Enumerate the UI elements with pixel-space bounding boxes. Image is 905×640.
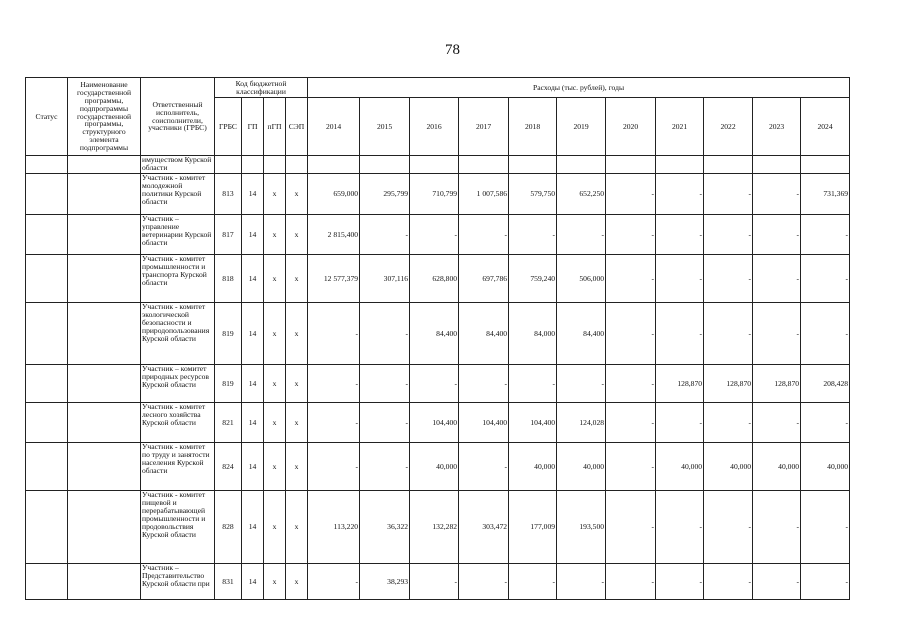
- expense-cell: [410, 156, 459, 174]
- participant-cell: Участник - комитет пищевой и перерабатывающей промышленности и продовольствия Курской области: [141, 491, 215, 564]
- expense-cell: -: [308, 365, 360, 403]
- expense-cell: 40,000: [753, 443, 801, 491]
- header-year: 2016: [410, 98, 459, 156]
- expense-cell: 731,369: [801, 174, 850, 215]
- gp-cell: [242, 156, 264, 174]
- expense-cell: -: [606, 215, 656, 255]
- expense-cell: -: [753, 215, 801, 255]
- expense-cell: -: [459, 443, 509, 491]
- expense-cell: -: [606, 174, 656, 215]
- pgp-cell: х: [264, 564, 286, 600]
- expense-cell: -: [557, 564, 606, 600]
- expense-cell: -: [801, 403, 850, 443]
- program-name-cell: [68, 255, 141, 303]
- sep-cell: х: [286, 403, 308, 443]
- header-budget-code: Код бюджетной классификации: [215, 78, 308, 98]
- expense-cell: [308, 156, 360, 174]
- status-cell: [26, 403, 68, 443]
- table-row: [26, 215, 902, 255]
- table-row: [26, 564, 902, 600]
- gp-cell: 14: [242, 564, 264, 600]
- grbs-cell: 828: [215, 491, 242, 564]
- expense-cell: 40,000: [410, 443, 459, 491]
- expense-cell: 659,000: [308, 174, 360, 215]
- expense-cell: 40,000: [557, 443, 606, 491]
- program-name-cell: [68, 365, 141, 403]
- header-gp: ГП: [242, 98, 264, 156]
- gp-cell: 14: [242, 443, 264, 491]
- expense-cell: -: [801, 255, 850, 303]
- expense-cell: 104,400: [509, 403, 557, 443]
- header-year: 2021: [656, 98, 704, 156]
- expense-cell: -: [801, 491, 850, 564]
- expense-cell: 40,000: [704, 443, 753, 491]
- gp-cell: 14: [242, 365, 264, 403]
- grbs-cell: 821: [215, 403, 242, 443]
- expense-cell: -: [753, 303, 801, 365]
- sep-cell: х: [286, 491, 308, 564]
- table-row: [26, 174, 902, 215]
- pgp-cell: х: [264, 491, 286, 564]
- participant-cell: Участник - комитет молодежной политики Курской области: [141, 174, 215, 215]
- table-row: [26, 365, 902, 403]
- participant-cell: Участник - комитет по труду и занятости населения Курской области: [141, 443, 215, 491]
- expense-cell: 628,800: [410, 255, 459, 303]
- pgp-cell: х: [264, 174, 286, 215]
- expense-cell: -: [656, 403, 704, 443]
- grbs-cell: 818: [215, 255, 242, 303]
- participant-cell: имуществом Курской области: [141, 156, 215, 174]
- expense-cell: 208,428: [801, 365, 850, 403]
- expense-cell: 113,220: [308, 491, 360, 564]
- expense-cell: 84,400: [557, 303, 606, 365]
- sep-cell: х: [286, 443, 308, 491]
- expense-cell: -: [606, 303, 656, 365]
- expense-cell: [360, 156, 410, 174]
- expense-cell: -: [459, 365, 509, 403]
- header-grbs: ГРБС: [215, 98, 242, 156]
- status-cell: [26, 491, 68, 564]
- header-status: Статус: [26, 78, 68, 156]
- expense-cell: [459, 156, 509, 174]
- expense-cell: -: [606, 564, 656, 600]
- budget-table: [25, 77, 902, 600]
- grbs-cell: 817: [215, 215, 242, 255]
- table-row: [26, 443, 902, 491]
- header-year: 2024: [801, 98, 850, 156]
- header-year: 2022: [704, 98, 753, 156]
- expense-cell: -: [360, 303, 410, 365]
- header-year: 2019: [557, 98, 606, 156]
- expense-cell: -: [308, 564, 360, 600]
- gp-cell: 14: [242, 491, 264, 564]
- expense-cell: 193,500: [557, 491, 606, 564]
- expense-cell: 104,400: [410, 403, 459, 443]
- expense-cell: -: [656, 564, 704, 600]
- participant-cell: Участник - комитет лесного хозяйства Курской области: [141, 403, 215, 443]
- expense-cell: -: [308, 303, 360, 365]
- sep-cell: х: [286, 174, 308, 215]
- gp-cell: 14: [242, 255, 264, 303]
- pgp-cell: х: [264, 443, 286, 491]
- expense-cell: 759,240: [509, 255, 557, 303]
- gp-cell: 14: [242, 403, 264, 443]
- expense-cell: [656, 156, 704, 174]
- status-cell: [26, 443, 68, 491]
- expense-cell: 40,000: [656, 443, 704, 491]
- expense-cell: -: [656, 303, 704, 365]
- expense-cell: -: [557, 215, 606, 255]
- sep-cell: х: [286, 215, 308, 255]
- expense-cell: -: [801, 564, 850, 600]
- expense-cell: -: [801, 215, 850, 255]
- expense-cell: [801, 156, 850, 174]
- status-cell: [26, 365, 68, 403]
- grbs-cell: 819: [215, 365, 242, 403]
- program-name-cell: [68, 564, 141, 600]
- expense-cell: [753, 156, 801, 174]
- sep-cell: х: [286, 564, 308, 600]
- grbs-cell: 819: [215, 303, 242, 365]
- expense-cell: -: [606, 443, 656, 491]
- expense-cell: -: [753, 403, 801, 443]
- program-name-cell: [68, 443, 141, 491]
- expense-cell: -: [308, 403, 360, 443]
- expense-cell: -: [509, 215, 557, 255]
- participant-cell: Участник – Представительство Курской области при: [141, 564, 215, 600]
- expense-cell: -: [704, 491, 753, 564]
- status-cell: [26, 174, 68, 215]
- sep-cell: х: [286, 255, 308, 303]
- program-name-cell: [68, 174, 141, 215]
- expense-cell: -: [509, 365, 557, 403]
- expense-cell: -: [753, 564, 801, 600]
- expense-cell: -: [704, 564, 753, 600]
- gp-cell: 14: [242, 215, 264, 255]
- expense-cell: 697,786: [459, 255, 509, 303]
- expense-cell: 710,799: [410, 174, 459, 215]
- expense-cell: 40,000: [509, 443, 557, 491]
- header-year: 2018: [509, 98, 557, 156]
- expense-cell: [509, 156, 557, 174]
- page-number: 78: [445, 42, 460, 58]
- expense-cell: 36,322: [360, 491, 410, 564]
- expense-cell: -: [360, 443, 410, 491]
- expense-cell: 40,000: [801, 443, 850, 491]
- pgp-cell: х: [264, 403, 286, 443]
- header-year: 2017: [459, 98, 509, 156]
- expense-cell: 84,400: [459, 303, 509, 365]
- expense-cell: -: [656, 491, 704, 564]
- participant-cell: Участник – комитет природных ресурсов Курской области: [141, 365, 215, 403]
- expense-cell: -: [459, 215, 509, 255]
- participant-cell: Участник – управление ветеринарии Курской области: [141, 215, 215, 255]
- grbs-cell: 813: [215, 174, 242, 215]
- header-sep: СЭП: [286, 98, 308, 156]
- expense-cell: -: [557, 365, 606, 403]
- expense-cell: -: [656, 174, 704, 215]
- expense-cell: 295,799: [360, 174, 410, 215]
- expense-cell: -: [704, 403, 753, 443]
- participant-cell: Участник - комитет экологической безопасности и природопользования Курской области: [141, 303, 215, 365]
- grbs-cell: 824: [215, 443, 242, 491]
- expense-cell: 1 007,586: [459, 174, 509, 215]
- pgp-cell: х: [264, 365, 286, 403]
- table-row: [26, 156, 902, 174]
- expense-cell: -: [459, 564, 509, 600]
- expense-cell: -: [410, 564, 459, 600]
- header-expenses: Расходы (тыс. рублей), годы: [308, 78, 850, 98]
- expense-cell: 652,250: [557, 174, 606, 215]
- expense-cell: -: [704, 215, 753, 255]
- status-cell: [26, 255, 68, 303]
- expense-cell: -: [704, 303, 753, 365]
- expense-cell: -: [656, 255, 704, 303]
- expense-cell: 307,116: [360, 255, 410, 303]
- expense-cell: [606, 156, 656, 174]
- header-year: 2023: [753, 98, 801, 156]
- program-name-cell: [68, 215, 141, 255]
- header-year: 2014: [308, 98, 360, 156]
- header-program-name: Наименование государственной программы, подпрограммы государственной программы, структурного элемента подпрограммы: [68, 78, 141, 156]
- pgp-cell: х: [264, 303, 286, 365]
- participant-cell: Участник - комитет промышленности и транспорта Курской области: [141, 255, 215, 303]
- header-pgp: пГП: [264, 98, 286, 156]
- sep-cell: х: [286, 303, 308, 365]
- gp-cell: 14: [242, 174, 264, 215]
- status-cell: [26, 303, 68, 365]
- expense-cell: 124,028: [557, 403, 606, 443]
- expense-cell: [704, 156, 753, 174]
- expense-cell: -: [606, 403, 656, 443]
- table-body: [26, 156, 902, 600]
- expense-cell: 177,009: [509, 491, 557, 564]
- program-name-cell: [68, 491, 141, 564]
- expense-cell: 128,870: [704, 365, 753, 403]
- expense-cell: 128,870: [656, 365, 704, 403]
- sep-cell: х: [286, 365, 308, 403]
- expense-cell: 104,400: [459, 403, 509, 443]
- status-cell: [26, 564, 68, 600]
- expense-cell: 128,870: [753, 365, 801, 403]
- header-year: 2015: [360, 98, 410, 156]
- expense-cell: -: [753, 255, 801, 303]
- expense-cell: -: [606, 255, 656, 303]
- grbs-cell: [215, 156, 242, 174]
- header-responsible: Ответственный исполнитель, соисполнители, участники (ГРБС): [141, 78, 215, 156]
- expense-cell: -: [410, 215, 459, 255]
- grbs-cell: 831: [215, 564, 242, 600]
- expense-cell: 303,472: [459, 491, 509, 564]
- table-row: [26, 491, 902, 564]
- expense-cell: -: [360, 403, 410, 443]
- expense-cell: 132,282: [410, 491, 459, 564]
- table-row: [26, 303, 902, 365]
- expense-cell: [557, 156, 606, 174]
- expense-cell: 38,293: [360, 564, 410, 600]
- expense-cell: -: [606, 365, 656, 403]
- header-year: 2020: [606, 98, 656, 156]
- sep-cell: [286, 156, 308, 174]
- expense-cell: -: [704, 174, 753, 215]
- expense-cell: -: [753, 491, 801, 564]
- expense-cell: -: [308, 443, 360, 491]
- expense-cell: -: [656, 215, 704, 255]
- expense-cell: -: [360, 365, 410, 403]
- expense-cell: 12 577,379: [308, 255, 360, 303]
- status-cell: [26, 156, 68, 174]
- expense-cell: -: [753, 174, 801, 215]
- expense-cell: -: [509, 564, 557, 600]
- expense-cell: 506,000: [557, 255, 606, 303]
- gp-cell: 14: [242, 303, 264, 365]
- pgp-cell: [264, 156, 286, 174]
- expense-cell: -: [360, 215, 410, 255]
- program-name-cell: [68, 303, 141, 365]
- expense-cell: 579,750: [509, 174, 557, 215]
- expense-cell: 84,400: [410, 303, 459, 365]
- expense-cell: -: [801, 303, 850, 365]
- status-cell: [26, 215, 68, 255]
- table-row: [26, 403, 902, 443]
- expense-cell: -: [606, 491, 656, 564]
- pgp-cell: х: [264, 215, 286, 255]
- program-name-cell: [68, 403, 141, 443]
- pgp-cell: х: [264, 255, 286, 303]
- expense-cell: 2 815,400: [308, 215, 360, 255]
- program-name-cell: [68, 156, 141, 174]
- expense-cell: -: [410, 365, 459, 403]
- expense-cell: 84,000: [509, 303, 557, 365]
- table-row: [26, 255, 902, 303]
- expense-cell: -: [704, 255, 753, 303]
